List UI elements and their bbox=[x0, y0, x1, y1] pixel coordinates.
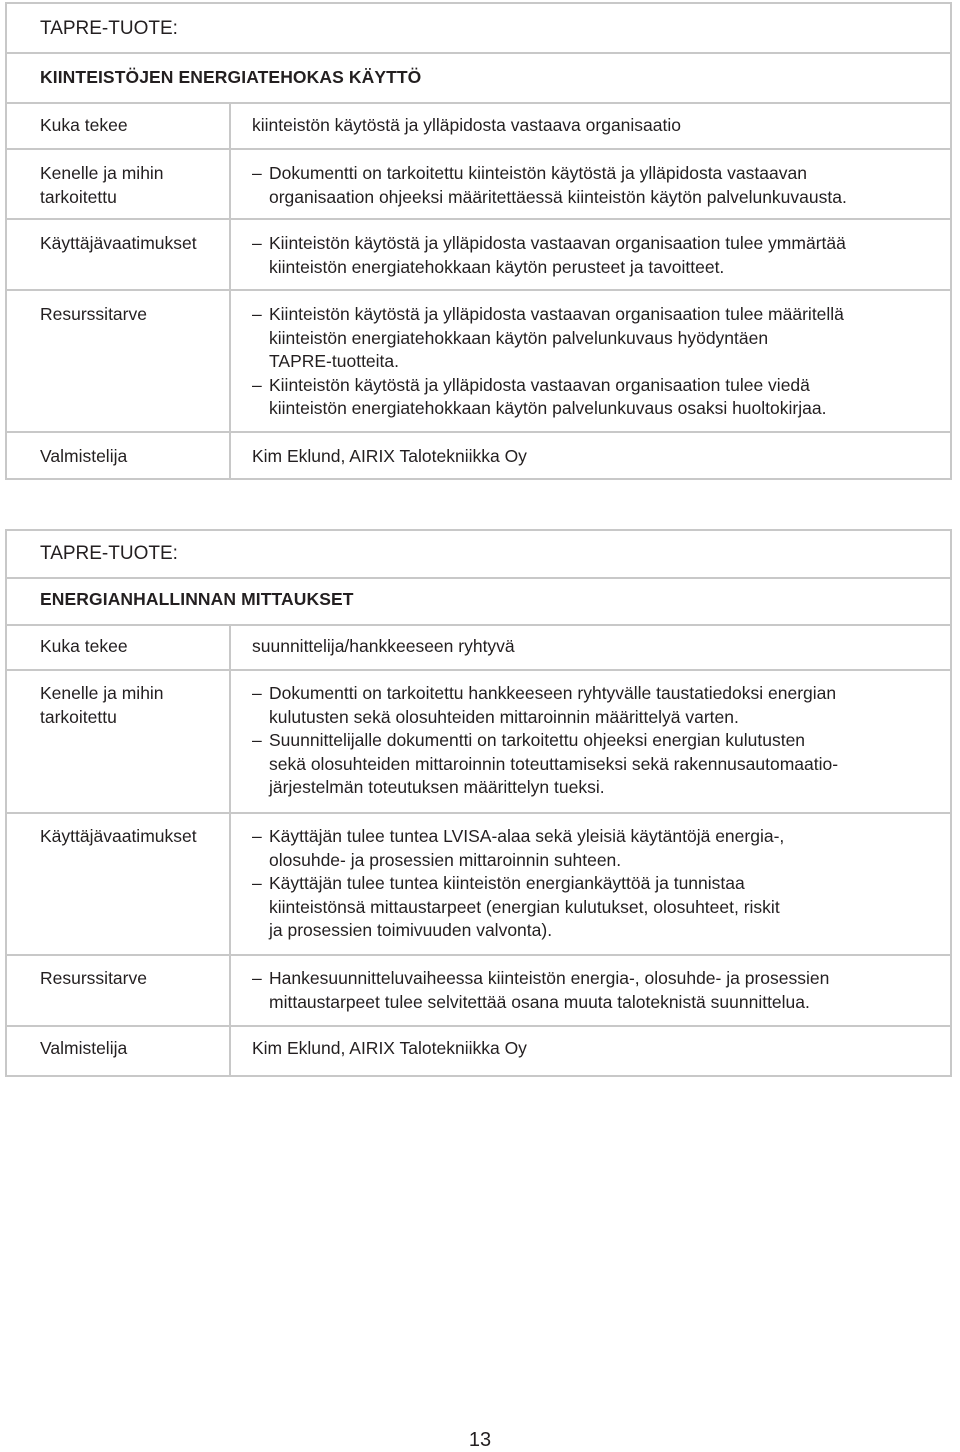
bullet-line: Kiinteistön käytöstä ja ylläpidosta vastaavan organisaation tulee viedä bbox=[269, 374, 810, 395]
bullet-line: Käyttäjän tulee tuntea LVISA-alaa sekä yleisiä käytäntöjä energia-, bbox=[269, 826, 785, 846]
column-divider bbox=[229, 150, 231, 218]
bullet-line: Dokumentti on tarkoitettu hankkeeseen ryhtyvälle taustatiedoksi energian bbox=[269, 683, 837, 703]
row-value bbox=[252, 682, 932, 800]
table-row bbox=[7, 624, 950, 671]
row-key: Resurssitarve bbox=[40, 968, 147, 988]
card-label-row bbox=[7, 4, 950, 54]
product-title: KIINTEISTÖJEN ENERGIATEHOKAS KÄYTTÖ bbox=[40, 67, 422, 87]
row-value: Kim Eklund, AIRIX Talotekniikka Oy bbox=[252, 1038, 527, 1058]
bullet-line: Käyttäjän tulee tuntea kiinteistön energiankäyttöä ja tunnistaa bbox=[269, 873, 745, 893]
row-value bbox=[252, 232, 932, 279]
row-value: suunnittelija/hankkeeseen ryhtyvä bbox=[252, 636, 515, 656]
column-divider bbox=[229, 433, 231, 480]
row-value bbox=[252, 825, 932, 943]
bullet-line: järjestelmän toteutuksen määrittelyn tueksi. bbox=[269, 777, 605, 797]
dash-bullet: – bbox=[252, 304, 262, 324]
card-title-row bbox=[7, 577, 950, 626]
dash-bullet: – bbox=[252, 233, 262, 253]
row-key: Käyttäjävaatimukset bbox=[40, 233, 197, 253]
dash-bullet: – bbox=[252, 163, 262, 183]
table-row bbox=[7, 291, 950, 433]
bullet-line: Kiinteistön käytöstä ja ylläpidosta vastaavan organisaation tulee ymmärtää bbox=[269, 233, 846, 253]
row-key: Valmistelija bbox=[40, 1038, 128, 1058]
bullet-line: kiinteistönsä mittaustarpeet (energian kulutukset, olosuhteet, riskit bbox=[269, 896, 780, 917]
row-value: Kim Eklund, AIRIX Talotekniikka Oy bbox=[252, 446, 527, 466]
row-key: Käyttäjävaatimukset bbox=[40, 826, 197, 846]
row-key-line: tarkoitettu bbox=[40, 706, 117, 727]
row-value: kiinteistön käytöstä ja ylläpidosta vastaava organisaatio bbox=[252, 115, 681, 135]
table-row bbox=[7, 150, 950, 220]
row-value bbox=[252, 162, 932, 209]
product-label: TAPRE-TUOTE: bbox=[40, 543, 178, 564]
bullet-line: kiinteistön energiatehokkaan käytön palvelunkuvaus osaksi huoltokirjaa. bbox=[269, 398, 827, 418]
bullet-line: Suunnittelijalle dokumentti on tarkoitettu ohjeeksi energian kulutusten bbox=[269, 730, 806, 750]
table-row bbox=[7, 814, 950, 956]
bullet-line: TAPRE-tuotteita. bbox=[269, 351, 400, 371]
table-row bbox=[7, 956, 950, 1027]
product-title: ENERGIANHALLINNAN MITTAUKSET bbox=[40, 589, 354, 609]
bullet-line: ja prosessien toimivuuden valvonta). bbox=[269, 920, 553, 940]
table-row bbox=[7, 1027, 950, 1075]
bullet-item bbox=[252, 729, 932, 800]
column-divider bbox=[229, 956, 231, 1025]
column-divider bbox=[229, 624, 231, 669]
row-key: Valmistelija bbox=[40, 446, 128, 466]
product-card-1 bbox=[5, 2, 952, 480]
bullet-line: Dokumentti on tarkoitettu kiinteistön käytöstä ja ylläpidosta vastaavan bbox=[269, 163, 807, 183]
table-row bbox=[7, 671, 950, 814]
column-divider bbox=[229, 1027, 231, 1075]
row-value bbox=[252, 303, 932, 421]
row-value bbox=[252, 967, 932, 1014]
column-divider bbox=[229, 291, 231, 431]
row-key bbox=[40, 162, 225, 209]
bullet-line: kiinteistön energiatehokkaan käytön palvelunkuvaus hyödyntäen bbox=[269, 327, 769, 348]
row-key-line: Kenelle ja mihin bbox=[40, 683, 164, 703]
row-key: Resurssitarve bbox=[40, 304, 147, 324]
dash-bullet: – bbox=[252, 968, 262, 988]
dash-bullet: – bbox=[252, 873, 262, 893]
page-number: 13 bbox=[468, 1429, 492, 1451]
column-divider bbox=[229, 814, 231, 954]
bullet-item bbox=[252, 682, 932, 729]
product-card-2 bbox=[5, 529, 952, 1077]
bullet-item bbox=[252, 303, 932, 374]
bullet-item bbox=[252, 374, 932, 421]
bullet-line: kulutusten sekä olosuhteiden mittaroinnin määrittelyä varten. bbox=[269, 706, 739, 727]
bullet-line: kiinteistön energiatehokkaan käytön perusteet ja tavoitteet. bbox=[269, 256, 725, 277]
bullet-item bbox=[252, 232, 932, 279]
bullet-line: organisaation ohjeeksi määritettäessä kiinteistön käytön palvelunkuvausta. bbox=[269, 186, 847, 207]
bullet-line: Kiinteistön käytöstä ja ylläpidosta vastaavan organisaation tulee määritellä bbox=[269, 304, 844, 324]
bullet-item bbox=[252, 162, 932, 209]
dash-bullet: – bbox=[252, 730, 262, 750]
table-row bbox=[7, 102, 950, 150]
bullet-line: sekä olosuhteiden mittaroinnin toteuttamiseksi sekä rakennusautomaatio- bbox=[269, 753, 839, 774]
dash-bullet: – bbox=[252, 826, 262, 846]
bullet-item bbox=[252, 872, 932, 943]
bullet-line: Hankesuunnitteluvaiheessa kiinteistön energia-, olosuhde- ja prosessien bbox=[269, 968, 830, 988]
table-row bbox=[7, 220, 950, 291]
row-key-line: Kenelle ja mihin bbox=[40, 163, 164, 183]
bullet-item bbox=[252, 825, 932, 872]
row-key: Kuka tekee bbox=[40, 115, 128, 135]
column-divider bbox=[229, 220, 231, 289]
card-label-row bbox=[7, 531, 950, 579]
table-row bbox=[7, 433, 950, 480]
dash-bullet: – bbox=[252, 683, 262, 703]
row-key: Kuka tekee bbox=[40, 636, 128, 656]
bullet-line: olosuhde- ja prosessien mittaroinnin suhteen. bbox=[269, 849, 622, 870]
bullet-item bbox=[252, 967, 932, 1014]
column-divider bbox=[229, 671, 231, 812]
bullet-line: mittaustarpeet tulee selvitettää osana muuta taloteknistä suunnittelua. bbox=[269, 991, 810, 1012]
column-divider bbox=[229, 102, 231, 148]
card-title-row bbox=[7, 52, 950, 104]
dash-bullet: – bbox=[252, 374, 262, 395]
row-key bbox=[40, 682, 225, 729]
product-label: TAPRE-TUOTE: bbox=[40, 18, 178, 39]
row-key-line: tarkoitettu bbox=[40, 186, 117, 207]
